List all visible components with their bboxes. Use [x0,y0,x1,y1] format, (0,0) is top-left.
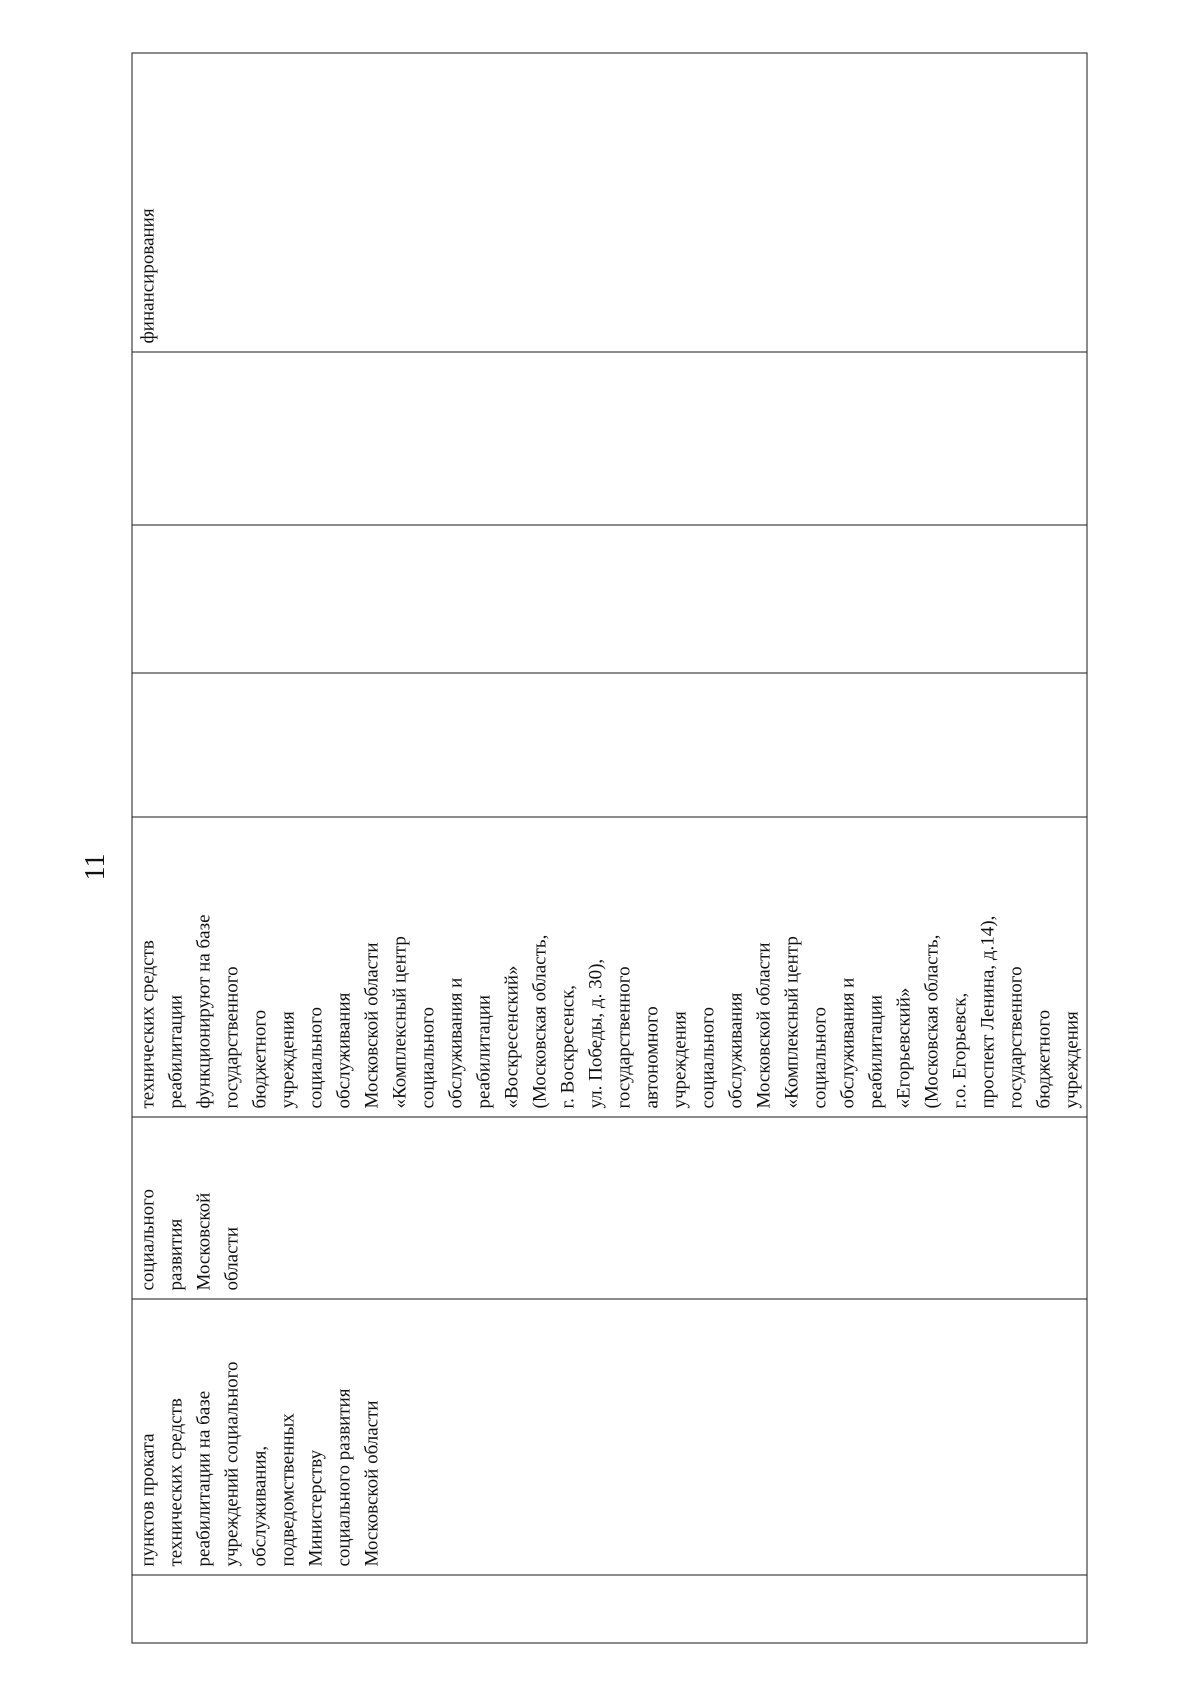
table-cell-empty-3 [132,352,1087,525]
table-cell-empty-2 [132,525,1087,673]
document-table [132,53,1088,1644]
table-cell-responsible: социального развития Московской области [132,1117,1087,1299]
table-cell-measure: пунктов проката технических средств реабилитации на базе учреждений социального обслуживания, подведомственных Министерству социального развития Московской области [132,1299,1087,1575]
table-cell-number [132,1575,1087,1643]
page-number: 11 [80,853,111,881]
table-cell-empty-1 [132,673,1087,817]
table-row [132,53,1087,1643]
table-cell-funding: финансирования [132,53,1087,352]
table-cell-description: технических средств реабилитации функционируют на базе государственного бюджетного учреждения социального обслуживания Московской области «Комплексный центр социального обслуживания и реабилитации «Воскресенский» (Московская область, г. Воскресенск, ул. Победы, д. 30), государственного автономного учреждения социального обслуживания Московской области «Комплексный центр социального обслуживания и реабилитации «Егорьевский» (Московская область, г.о. Егорьевск, проспект Ленина, д.14), государственного бюджетного учреждения [132,817,1087,1117]
